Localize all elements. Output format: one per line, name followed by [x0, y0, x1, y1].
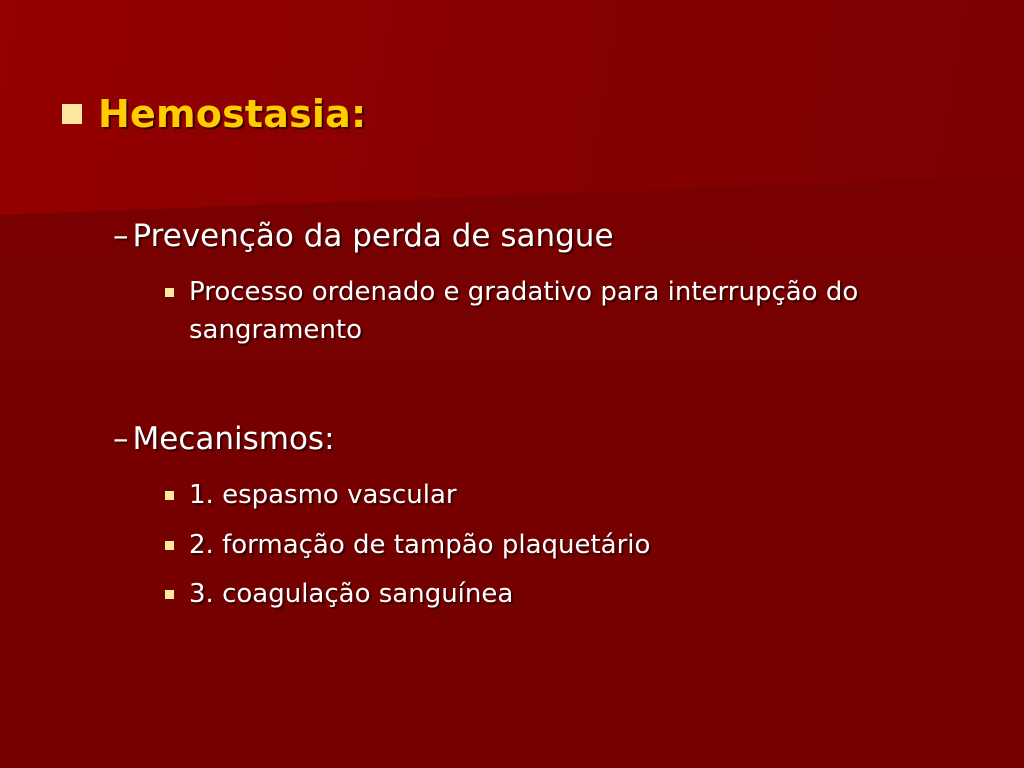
list-item-text: 1. espasmo vascular: [189, 480, 457, 510]
dash-bullet: –: [113, 421, 129, 457]
square-bullet-icon: [165, 491, 174, 500]
list-item-text: 3. coagulação sanguínea: [189, 579, 514, 609]
list-item-text: Processo ordenado e gradativo para interrupção do sangramento: [189, 277, 859, 345]
list-item: [165, 273, 985, 349]
section-heading-text: Prevenção da perda de sangue: [132, 218, 614, 254]
slide-title: Hemostasia:: [98, 92, 367, 136]
section-heading-prevencao: [113, 218, 614, 254]
square-bullet-icon: [165, 590, 174, 599]
list-item: [165, 526, 985, 564]
list-item: [165, 476, 985, 514]
square-bullet-icon: [165, 288, 174, 297]
section-heading-text: Mecanismos:: [132, 421, 335, 457]
list-item: [165, 575, 985, 613]
section-heading-mecanismos: [113, 421, 335, 457]
title-row: [62, 86, 366, 142]
square-bullet-icon: [62, 104, 82, 124]
square-bullet-icon: [165, 541, 174, 550]
list-item-text: 2. formação de tampão plaquetário: [189, 530, 651, 560]
dash-bullet: –: [113, 218, 129, 254]
